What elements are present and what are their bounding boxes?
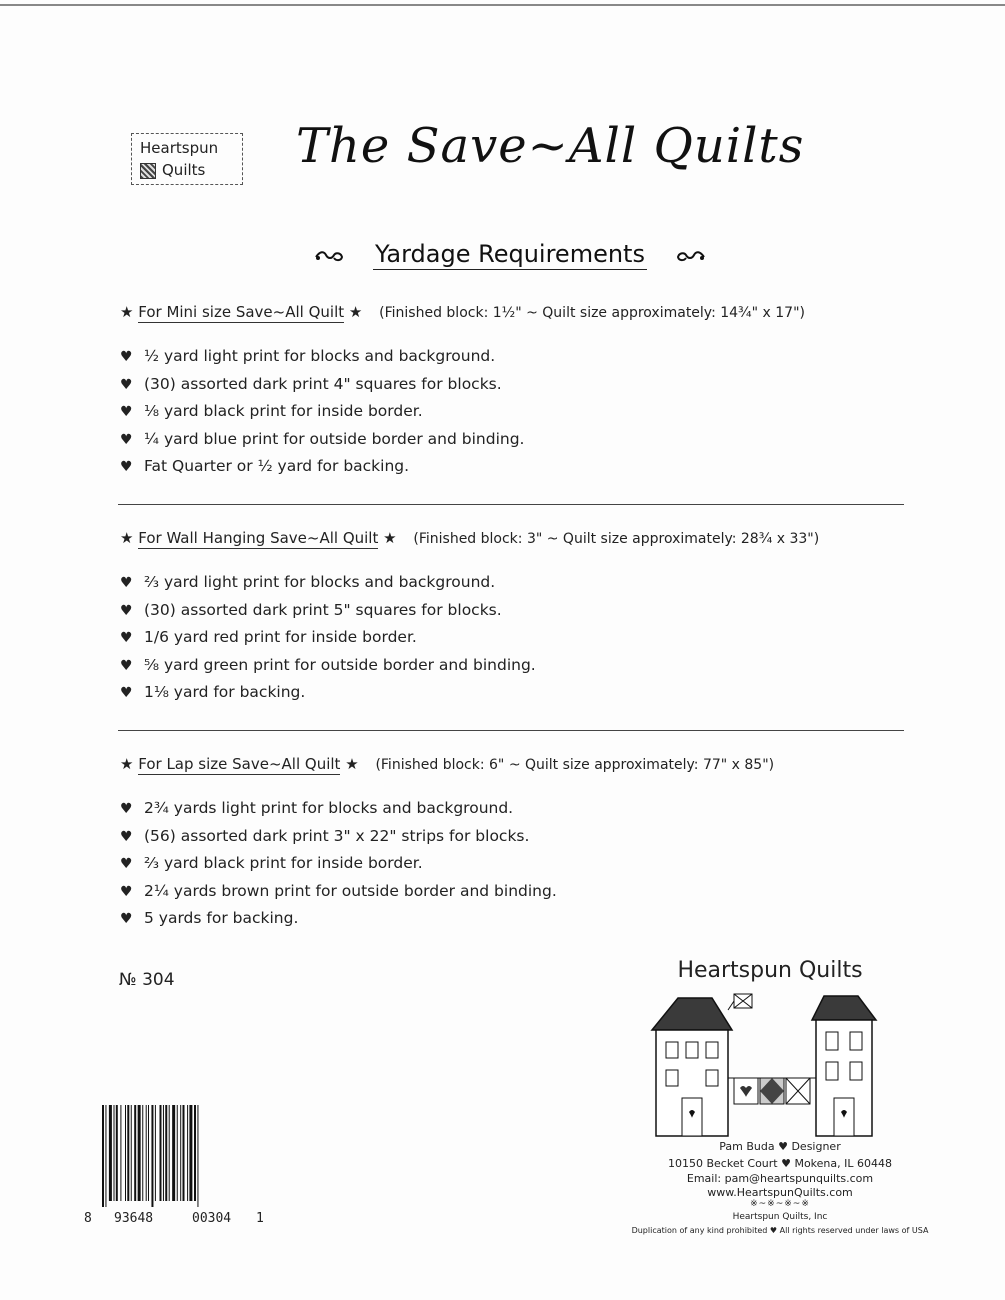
- barcode-bar: [187, 1105, 188, 1201]
- logo-line-2: Quilts: [162, 161, 206, 179]
- yardage-list: [120, 343, 920, 481]
- barcode-bar: [105, 1105, 106, 1207]
- barcode-bar: [116, 1105, 118, 1201]
- heart-icon: ♥: [120, 856, 133, 872]
- list-item: ♥ 2¾ yards light print for blocks and background.: [120, 795, 920, 823]
- list-item: ♥ ½ yard light print for blocks and background.: [120, 343, 920, 371]
- size-header: [120, 529, 920, 547]
- list-item: ♥ ⅔ yard light print for blocks and background.: [120, 569, 920, 597]
- barcode-bar: [146, 1105, 147, 1201]
- scroll-ornament-icon: [676, 248, 706, 269]
- heart-icon: ♥: [120, 911, 133, 927]
- star-icon: ★: [120, 755, 134, 773]
- section-heading-text: Yardage Requirements: [375, 240, 645, 268]
- logo-line-1: Heartspun: [140, 139, 219, 157]
- star-icon: ★: [348, 303, 363, 321]
- website-url: www.HeartspunQuilts.com: [707, 1186, 853, 1199]
- barcode-bar: [163, 1105, 164, 1201]
- star-icon: ★: [120, 303, 134, 321]
- list-item: ♥ 1/6 yard red print for inside border.: [120, 624, 920, 652]
- barcode-bar: [125, 1105, 126, 1201]
- barcode-bar: [134, 1105, 136, 1201]
- brand-name: Heartspun Quilts: [677, 958, 863, 983]
- size-name: For Lap size Save~All Quilt: [138, 755, 341, 773]
- mini-size-section: [120, 303, 920, 481]
- star-icon: ★: [345, 755, 359, 773]
- barcode-bar: [180, 1105, 181, 1201]
- heart-icon: ♥: [120, 801, 133, 817]
- star-icon: ★: [383, 529, 397, 547]
- heart-icon: ♥: [120, 630, 133, 646]
- designer-credit: Pam Buda ♥ Designer: [719, 1140, 841, 1153]
- heart-icon: ♥: [120, 376, 133, 393]
- barcode-bar: [109, 1105, 112, 1201]
- barcode: [80, 1105, 270, 1235]
- barcode-bar: [151, 1105, 153, 1207]
- section-divider: [118, 504, 904, 505]
- copyright-notice: Duplication of any kind prohibited ♥ All rights reserved under laws of USA: [631, 1226, 929, 1235]
- barcode-bar: [120, 1105, 121, 1201]
- barcode-lead-digit: 8: [84, 1211, 92, 1226]
- section-divider: [118, 730, 904, 731]
- barcode-bar: [197, 1105, 198, 1207]
- address: 10150 Becket Court ♥ Mokena, IL 60448: [667, 1157, 892, 1170]
- section-heading: [310, 240, 710, 280]
- barcode-bars: [100, 1105, 250, 1207]
- heart-icon: ♥: [120, 575, 133, 591]
- barcode-bar: [114, 1105, 115, 1201]
- heart-icon: ♥: [120, 349, 133, 365]
- barcode-bar: [189, 1105, 192, 1201]
- heart-icon: ♥: [120, 431, 133, 448]
- footer-ornament: ※~※~※~※: [750, 1199, 810, 1209]
- star-icon: ★: [120, 529, 134, 547]
- size-specs: (Finished block: 6" ~ Quilt size approximately: 77" x 85"): [375, 757, 775, 773]
- barcode-bar: [177, 1105, 178, 1201]
- heart-icon: ♥: [120, 685, 133, 701]
- barcode-bar: [127, 1105, 129, 1201]
- size-name: For Wall Hanging Save~All Quilt: [138, 529, 379, 547]
- wall-hanging-section: [120, 529, 920, 707]
- size-specs: (Finished block: 3" ~ Quilt size approximately: 28¾ x 33"): [413, 531, 820, 547]
- yardage-list: [120, 795, 920, 933]
- list-item: ♥ (56) assorted dark print 3" x 22" strips for blocks.: [120, 823, 920, 851]
- barcode-bar: [138, 1105, 141, 1201]
- barcode-bar: [131, 1105, 132, 1201]
- list-item: ♥ ¼ yard blue print for outside border and binding.: [120, 426, 920, 454]
- barcode-bar: [194, 1105, 196, 1201]
- heart-icon: ♥: [120, 404, 133, 420]
- list-item: ♥ (30) assorted dark print 5" squares for blocks.: [120, 597, 920, 625]
- pattern-number: № 304: [119, 970, 175, 990]
- top-border-line: [0, 4, 1005, 6]
- heart-icon: ♥: [120, 602, 133, 619]
- barcode-bar: [102, 1105, 104, 1207]
- size-name: For Mini size Save~All Quilt: [138, 303, 345, 321]
- page-title: The Save~All Quilts: [296, 118, 805, 174]
- quilt-block-icon: [140, 163, 156, 179]
- barcode-check-digit: 1: [256, 1211, 264, 1226]
- barcode-bar: [148, 1105, 149, 1201]
- list-item: ♥ ⅛ yard black print for inside border.: [120, 398, 920, 426]
- heart-icon: ♥: [120, 828, 133, 845]
- heart-icon: ♥: [120, 459, 133, 475]
- barcode-bar: [160, 1105, 162, 1201]
- heart-icon: ♥: [120, 883, 133, 900]
- list-item: ♥ 1⅛ yard for backing.: [120, 679, 920, 707]
- list-item: ♥ 5 yards for backing.: [120, 905, 920, 933]
- barcode-bar: [183, 1105, 185, 1201]
- list-item: ♥ Fat Quarter or ½ yard for backing.: [120, 453, 920, 481]
- list-item: ♥ ⅔ yard black print for inside border.: [120, 850, 920, 878]
- scroll-ornament-icon: [314, 248, 344, 269]
- list-item: ♥ ⅝ yard green print for outside border and binding.: [120, 652, 920, 680]
- lap-size-section: [120, 755, 920, 933]
- barcode-bar: [169, 1105, 170, 1201]
- list-item: ♥ 2¼ yards brown print for outside border and binding.: [120, 878, 920, 906]
- barcode-bar: [172, 1105, 175, 1201]
- barcode-right-group: 00304: [192, 1211, 232, 1226]
- list-item: ♥ (30) assorted dark print 4" squares for blocks.: [120, 371, 920, 399]
- size-header: [120, 755, 920, 773]
- email-address: Email: pam@heartspunquilts.com: [686, 1172, 874, 1185]
- company-name: Heartspun Quilts, Inc: [732, 1212, 828, 1222]
- barcode-bar: [165, 1105, 167, 1201]
- yardage-list: [120, 569, 920, 707]
- size-specs: (Finished block: 1½" ~ Quilt size approximately: 14¾" x 17"): [379, 305, 805, 321]
- heartspun-logo-badge: [131, 133, 243, 185]
- size-header: [120, 303, 920, 321]
- barcode-bar: [142, 1105, 143, 1201]
- barcode-left-group: 93648: [114, 1211, 154, 1226]
- houses-illustration-icon: [640, 990, 910, 1144]
- heart-icon: ♥: [120, 657, 133, 674]
- barcode-bar: [155, 1105, 156, 1201]
